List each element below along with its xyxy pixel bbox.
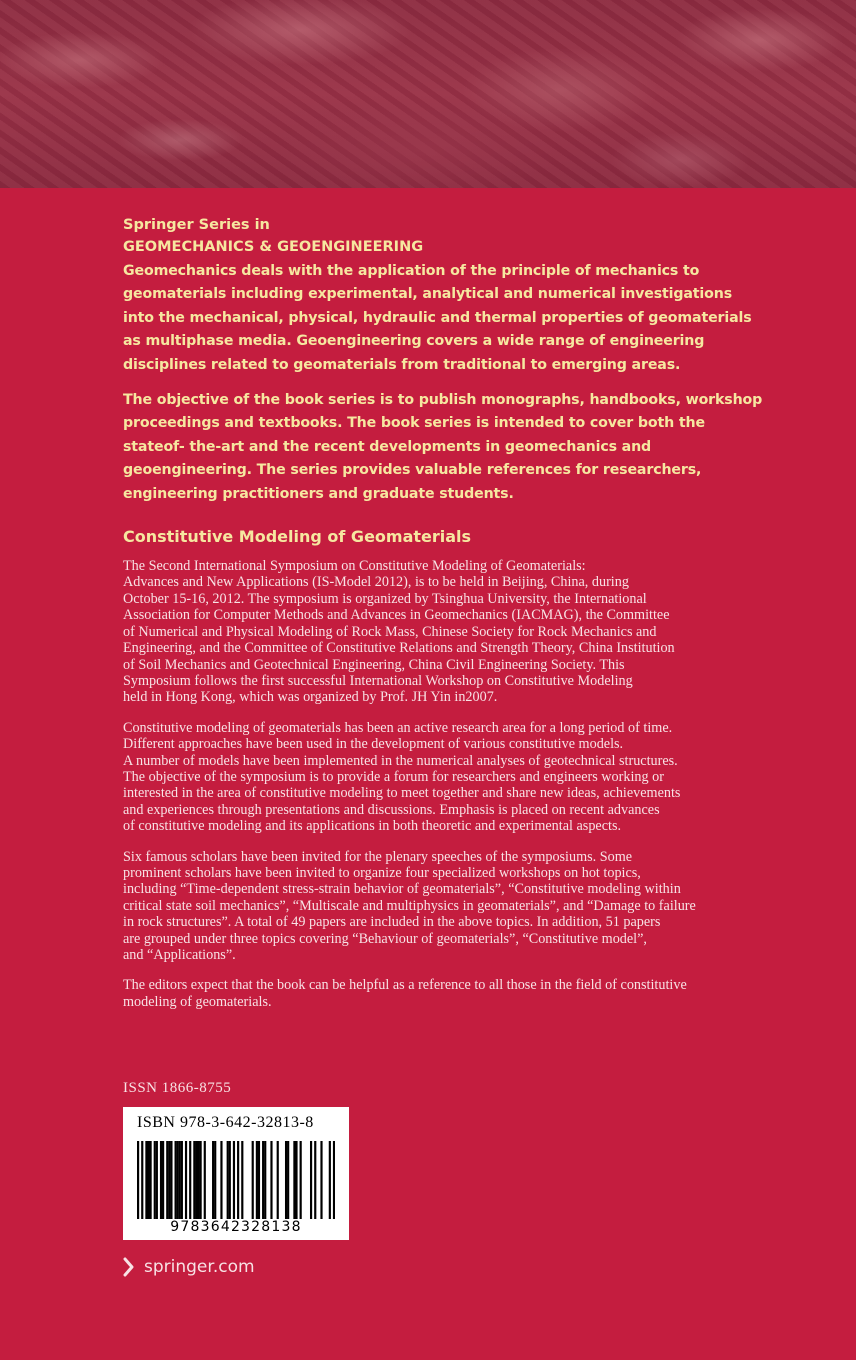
barcode-bar [229, 1141, 231, 1219]
chevron-right-icon [122, 1256, 136, 1278]
barcode-bar [197, 1141, 199, 1219]
springer-link-text: springer.com [144, 1257, 255, 1277]
barcode-bar [314, 1141, 316, 1219]
barcode-bar [156, 1141, 158, 1219]
barcode-bar [200, 1141, 202, 1219]
barcode-bar [177, 1141, 179, 1219]
barcode-bar [181, 1141, 183, 1219]
barcode-bar [170, 1141, 172, 1219]
series-objective: The objective of the book series is to publish monographs, handbooks, workshop proceedings and textbooks. The book series is intended to cover both the stateof- the-art and the recent developments in geomechanics and geoengineering. The series provides valuable references for researchers, engineering practitioners and graduate students. [123, 392, 763, 502]
barcode-bar [333, 1141, 335, 1219]
barcode-bar [300, 1141, 302, 1219]
barcode-bar [141, 1141, 143, 1219]
barcode-bar [168, 1141, 170, 1219]
barcode-bar [320, 1141, 322, 1219]
barcode-bar [241, 1141, 243, 1219]
back-cover-text [123, 214, 763, 1024]
barcode-bar [175, 1141, 177, 1219]
barcode-bar [179, 1141, 181, 1219]
isbn-label: ISBN 978-3-642-32813-8 [137, 1114, 314, 1131]
barcode-bar [212, 1141, 214, 1219]
barcode-bars [137, 1141, 335, 1219]
series-name: GEOMECHANICS & GEOENGINEERING [123, 239, 424, 255]
barcode-bar [293, 1141, 295, 1219]
series-label: Springer Series in [123, 217, 270, 233]
barcode-digits: 9783642328138 [170, 1219, 302, 1235]
barcode-bar [162, 1141, 164, 1219]
isbn-barcode [123, 1107, 349, 1240]
cover-photo-band [0, 0, 856, 188]
barcode-bar [287, 1141, 289, 1219]
barcode-bar [329, 1141, 331, 1219]
barcode-bar [166, 1141, 168, 1219]
barcode-bar [220, 1141, 222, 1219]
barcode-bar [154, 1141, 156, 1219]
description-paragraph: Constitutive modeling of geomaterials has been an active research area for a long period of time. Different approaches have been used in the development of various constitutive models. A number of models have been implemented in the numerical analyses of geotechnical structures. The objective of the symposium is to provide a forum for researchers and engineers working or interested in the area of constitutive modeling to meet together and share new ideas, achievements and experiences through presentations and discussions. Emphasis is placed on recent advances of constitutive modeling and its applications in both theoretic and experimental aspects. [123, 719, 681, 835]
description-paragraph: Six famous scholars have been invited for the plenary speeches of the symposiums. Some prominent scholars have been invited to organize four specialized workshops on hot topics, including “Time-dependent stress-strain behavior of geomaterials”, “Constitutive modeling within critical state soil mechanics”, “Multiscale and multiphysics in geomaterials”, and “Damage to failure in rock structures”. A total of 49 papers are included in the above topics. In addition, 51 papers are grouped under three topics covering “Behaviour of geomaterials”, “Constitutive model”, and “Applications”. [123, 848, 696, 963]
book-title: Constitutive Modeling of Geomaterials [123, 527, 472, 547]
series-description: Geomechanics deals with the application of the principle of mechanics to geomaterials including experimental, analytical and numerical investigations into the mechanical, physical, hydraulic and thermal properties of geomaterials as multiphase media. Geoengineering covers a wide range of engineering disciplines related to geomaterials from traditional to emerging areas. [123, 263, 752, 373]
barcode-bar [145, 1141, 147, 1219]
barcode-bar [285, 1141, 287, 1219]
barcode-bar [262, 1141, 264, 1219]
description-paragraph: The editors expect that the book can be helpful as a reference to all those in the field of constitutive modeling of geomaterials. [123, 977, 687, 1010]
issn-number: ISSN 1866-8755 [123, 1080, 232, 1096]
barcode-bar [137, 1141, 139, 1219]
barcode-bar [256, 1141, 258, 1219]
barcode-bar [185, 1141, 187, 1219]
barcode-bar [195, 1141, 197, 1219]
barcode-bar [310, 1141, 312, 1219]
barcode-bar [160, 1141, 162, 1219]
barcode-bar [150, 1141, 152, 1219]
barcode-bar [204, 1141, 206, 1219]
barcode-bar [270, 1141, 272, 1219]
springer-link[interactable] [122, 1256, 255, 1278]
barcode-bar [189, 1141, 191, 1219]
barcode-bar [252, 1141, 254, 1219]
barcode-bar [237, 1141, 239, 1219]
barcode-bar [295, 1141, 297, 1219]
barcode-bar [258, 1141, 260, 1219]
barcode-bar [193, 1141, 195, 1219]
barcode-bar [233, 1141, 235, 1219]
barcode-bar [147, 1141, 149, 1219]
barcode-bar [227, 1141, 229, 1219]
barcode-bar [214, 1141, 216, 1219]
description-paragraph: The Second International Symposium on Constitutive Modeling of Geomaterials: Advances and New Applications (IS-Model 2012), is to be held in Beijing, China, during October 15-16, 2012. The symposium is organized by Tsinghua University, the International Association for Computer Methods and Advances in Geomechanics (IACMAG), the Committee of Numerical and Physical Modeling of Rock Mass, Chinese Society for Rock Mechanics and Engineering, and the Committee of Constitutive Relations and Strength Theory, China Institution of Soil Mechanics and Geotechnical Engineering, China Civil Engineering Society. This Symposium follows the first successful International Workshop on Constitutive Modeling held in Hong Kong, which was organized by Prof. JH Yin in2007. [123, 558, 675, 706]
barcode-bar [277, 1141, 279, 1219]
barcode-bar [264, 1141, 266, 1219]
